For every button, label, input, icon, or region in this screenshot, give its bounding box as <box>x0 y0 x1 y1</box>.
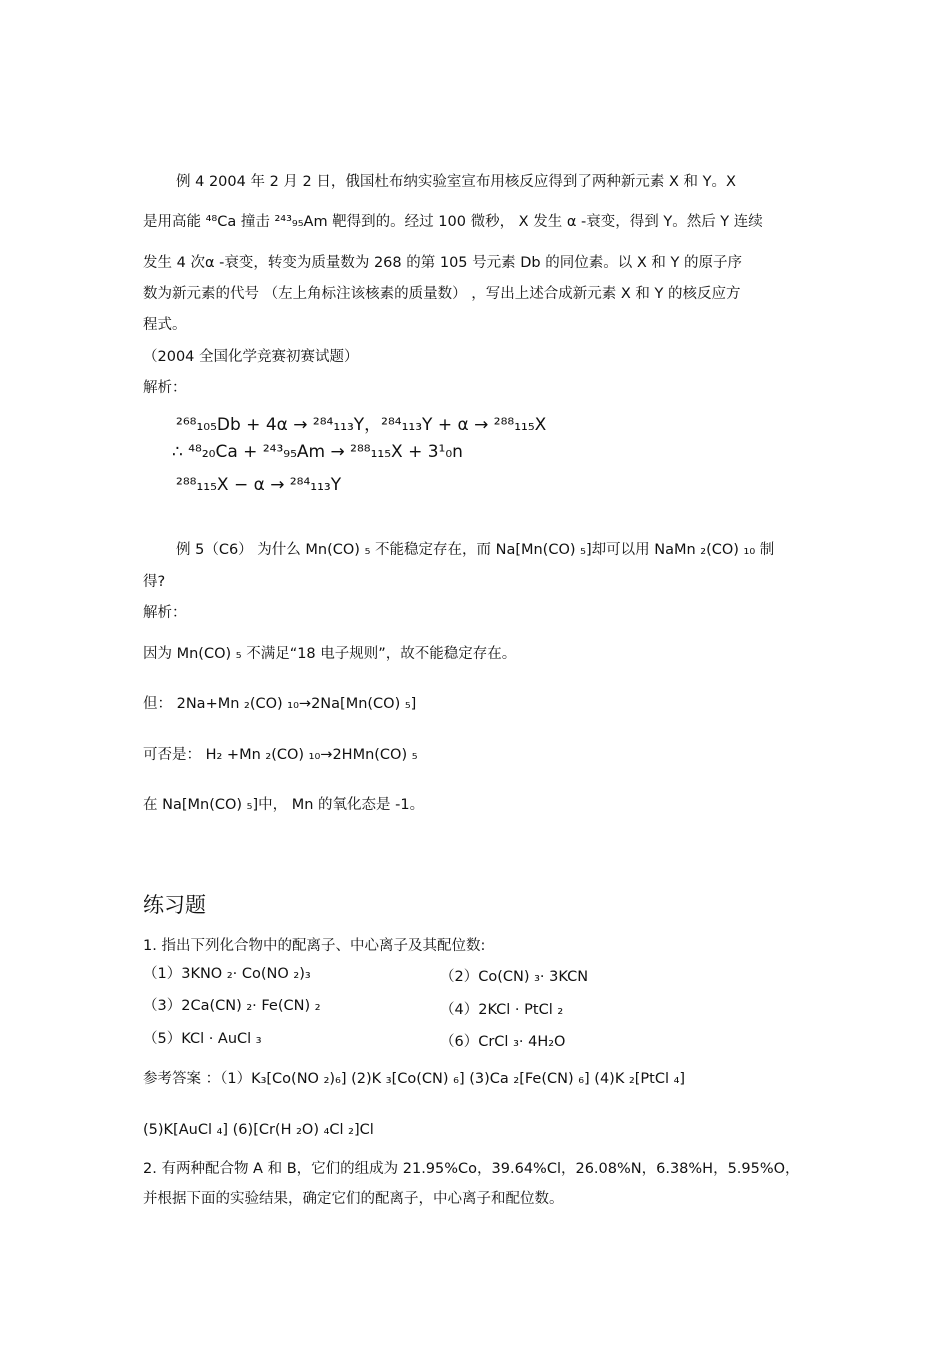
example5-paragraph-4: 在 Na[Mn(CO) ₅]中， Mn 的氧化态是 -1。 <box>143 797 425 813</box>
example5-analysis-label: 解析： <box>143 605 187 621</box>
example4-analysis-label: 解析： <box>143 380 187 396</box>
exercise-2-question-line-1: 2. 有两种配合物 A 和 B，它们的组成为 21.95%Co，39.64%Cl，26.08%N，6.38%H，5.95%O， <box>143 1161 800 1177</box>
exercises-title: 练习题 <box>143 893 206 917</box>
equation-1: ²⁶⁸₁₀₅Db + 4α → ²⁸⁴₁₁₃Y，²⁸⁴₁₁₃Y + α → ²⁸⁸₁₁₅X <box>176 415 547 435</box>
equation-3: ²⁸⁸₁₁₅X − α → ²⁸⁴₁₁₃Y <box>176 475 342 495</box>
exercise-1-answer-line-2: (5)K[AuCl ₄] (6)[Cr(H ₂O) ₄Cl ₂]Cl <box>143 1122 374 1138</box>
exercise-2-question-line-2: 并根据下面的实验结果，确定它们的配离子，中心离子和配位数。 <box>143 1191 564 1207</box>
example5-paragraph-3: 可否是： H₂ +Mn ₂(CO) ₁₀→2HMn(CO) ₅ <box>143 747 418 763</box>
example4-line-1: 例 4 2004 年 2 月 2 日，俄国杜布纳实验室宣布用核反应得到了两种新元素 X 和 Y。X <box>176 174 736 190</box>
exercise-1-item-2: （2）Co(CN) ₃· 3KCN <box>440 969 589 985</box>
example5-question-line-1: 例 5（C6） 为什么 Mn(CO) ₅ 不能稳定存在，而 Na[Mn(CO) ₅]却可以用 NaMn ₂(CO) ₁₀ 制 <box>176 542 775 558</box>
example4-line-2: 是用高能 ⁴⁸Ca 撞击 ²⁴³₉₅Am 靶得到的。经过 100 微秒， X 发生 α -衰变，得到 Y。然后 Y 连续 <box>143 214 763 230</box>
exercise-1-question: 1. 指出下列化合物中的配离子、中心离子及其配位数: <box>143 938 486 954</box>
exercise-1-item-4: （4）2KCl · PtCl ₂ <box>440 1002 564 1018</box>
exercise-1-item-1: （1）3KNO ₂· Co(NO ₂)₃ <box>143 966 311 982</box>
example4-line-4: 数为新元素的代号 （左上角标注该核素的质量数） ，写出上述合成新元素 X 和 Y 的核反应方 <box>143 286 741 302</box>
exercise-1-item-6: （6）CrCl ₃· 4H₂O <box>440 1034 566 1050</box>
example5-paragraph-1: 因为 Mn(CO) ₅ 不满足“18 电子规则”，故不能稳定存在。 <box>143 646 517 662</box>
exercise-1-item-3: （3）2Ca(CN) ₂· Fe(CN) ₂ <box>143 998 321 1014</box>
example4-source: （2004 全国化学竞赛初赛试题） <box>143 349 359 365</box>
example4-line-3: 发生 4 次α -衰变，转变为质量数为 268 的第 105 号元素 Db 的同位素。以 X 和 Y 的原子序 <box>143 255 742 271</box>
exercise-1-answer-line-1: 参考答案 ：（1）K₃[Co(NO ₂)₆] (2)K ₃[Co(CN) ₆] (3)Ca ₂[Fe(CN) ₆] (4)K ₂[PtCl ₄] <box>143 1071 686 1087</box>
example4-line-5: 程式。 <box>143 317 187 333</box>
exercise-1-item-5: （5）KCl · AuCl ₃ <box>143 1031 262 1047</box>
equation-2: ∴ ⁴⁸₂₀Ca + ²⁴³₉₅Am → ²⁸⁸₁₁₅X + 3¹₀n <box>172 442 463 462</box>
example5-paragraph-2: 但： 2Na+Mn ₂(CO) ₁₀→2Na[Mn(CO) ₅] <box>143 696 417 712</box>
example5-question-line-2: 得? <box>143 574 166 590</box>
